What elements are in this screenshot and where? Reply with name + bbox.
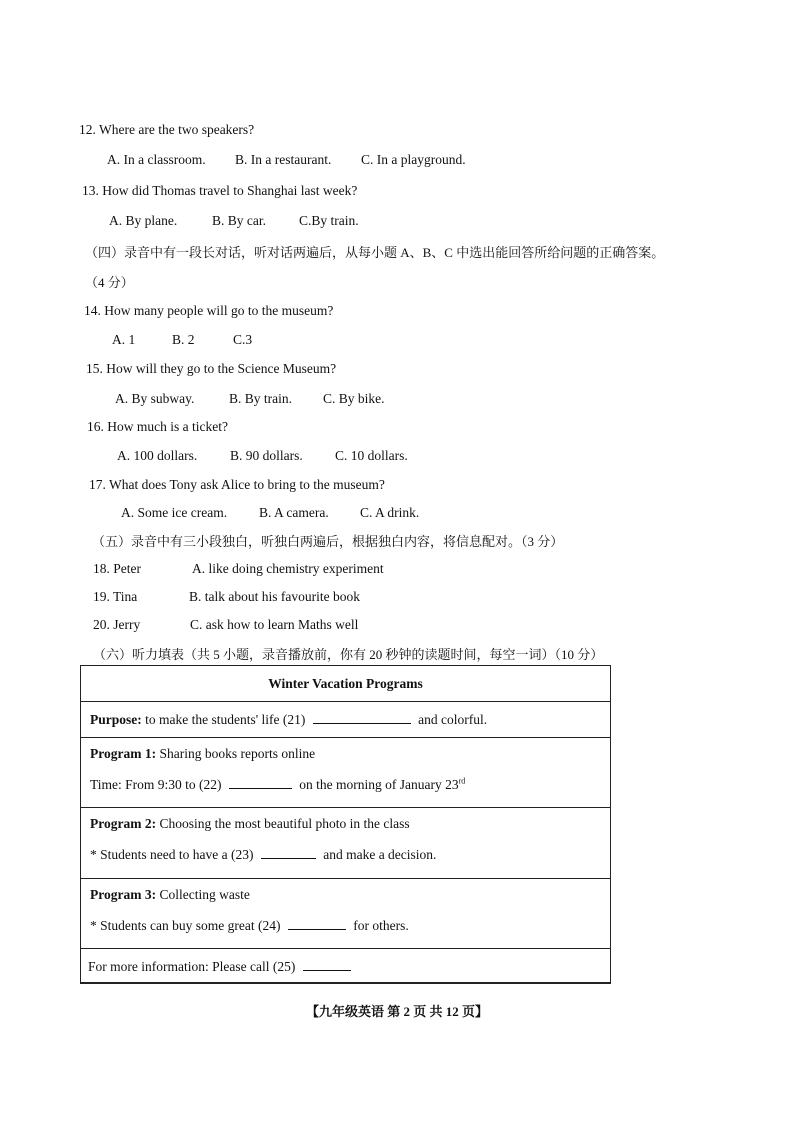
program-2-text: Choosing the most beautiful photo in the class [159, 816, 410, 831]
matching-name-19: 19. Tina [93, 589, 138, 604]
matching-option-a: A. like doing chemistry experiment [192, 561, 384, 576]
q15-option-a: A. By subway. [115, 391, 195, 406]
blank-24[interactable] [288, 917, 346, 930]
table-info-row [81, 949, 610, 983]
page-footer: 【九年级英语 第 2 页 共 12 页】 [305, 1004, 488, 1019]
section-4-points: （4 分） [85, 275, 134, 290]
section-6-instruction: （六）听力填表（共 5 小题，录音播放前，你有 20 秒钟的读题时间，每空一词）（10 分） [93, 647, 604, 662]
q16-option-a: A. 100 dollars. [117, 448, 198, 463]
table-title-row [81, 666, 610, 702]
purpose-label: Purpose: [90, 712, 142, 727]
section-5-instruction: （五）录音中有三小段独白，听独白两遍后，根据独白内容，将信息配对。（3 分） [92, 534, 564, 549]
winter-vacation-table [80, 665, 611, 984]
table-program-2-row [81, 808, 610, 879]
program-3-text: Collecting waste [159, 887, 250, 902]
q12-option-c: C. In a playground. [361, 152, 466, 167]
question-12: 12. Where are the two speakers? [79, 122, 255, 137]
info-text: For more information: Please call (25) [88, 959, 296, 974]
matching-name-18: 18. Peter [93, 561, 141, 576]
program-1-text: Sharing books reports online [159, 746, 316, 761]
q17-option-b: B. A camera. [259, 505, 329, 520]
question-15: 15. How will they go to the Science Museum? [86, 361, 337, 376]
q17-option-c: C. A drink. [360, 505, 420, 520]
section-4-instruction: （四）录音中有一段长对话，听对话两遍后，从每小题 A、B、C 中选出能回答所给问题的正确答案。 [85, 245, 665, 260]
program-2-line [90, 816, 410, 832]
purpose-line [90, 711, 487, 728]
q17-option-a: A. Some ice cream. [121, 505, 228, 520]
blank-21[interactable] [313, 711, 411, 724]
program-2-detail-line [90, 846, 436, 863]
table-program-3-row [81, 879, 610, 949]
blank-23[interactable] [261, 846, 316, 859]
question-13: 13. How did Thomas travel to Shanghai last week? [82, 183, 358, 198]
q14-option-a: A. 1 [112, 332, 136, 347]
program-3-detail: * Students can buy some great (24) [90, 918, 281, 933]
blank-25[interactable] [303, 958, 351, 971]
program-1-time-end: on the morning of January 23 [299, 777, 459, 792]
program-1-sup: rd [458, 776, 466, 786]
matching-name-20: 20. Jerry [93, 617, 141, 632]
program-2-label: Program 2: [90, 816, 157, 831]
q16-option-b: B. 90 dollars. [230, 448, 303, 463]
purpose-text: to make the students' life (21) [145, 712, 306, 727]
q13-option-a: A. By plane. [109, 213, 178, 228]
table-title: Winter Vacation Programs [268, 676, 423, 691]
program-3-detail-line [90, 917, 409, 934]
matching-option-c: C. ask how to learn Maths well [190, 617, 359, 632]
purpose-end: and colorful. [418, 712, 488, 727]
program-3-label: Program 3: [90, 887, 157, 902]
program-3-detail-end: for others. [353, 918, 409, 933]
q13-option-b: B. By car. [212, 213, 266, 228]
q15-option-c: C. By bike. [323, 391, 385, 406]
q14-option-b: B. 2 [172, 332, 195, 347]
matching-option-b: B. talk about his favourite book [189, 589, 360, 604]
blank-22[interactable] [229, 776, 292, 789]
q16-option-c: C. 10 dollars. [335, 448, 408, 463]
q12-option-a: A. In a classroom. [107, 152, 206, 167]
program-3-line [90, 887, 250, 903]
program-2-detail: * Students need to have a (23) [90, 847, 254, 862]
program-1-time: Time: From 9:30 to (22) [90, 777, 222, 792]
program-1-line [90, 746, 315, 762]
q15-option-b: B. By train. [229, 391, 292, 406]
q12-option-b: B. In a restaurant. [235, 152, 332, 167]
question-14: 14. How many people will go to the museum? [84, 303, 334, 318]
q14-option-c: C.3 [233, 332, 253, 347]
program-1-label: Program 1: [90, 746, 157, 761]
program-2-detail-end: and make a decision. [323, 847, 437, 862]
table-program-1-row [81, 738, 610, 808]
question-16: 16. How much is a ticket? [87, 419, 228, 434]
table-purpose-row [81, 702, 610, 738]
question-17: 17. What does Tony ask Alice to bring to the museum? [89, 477, 385, 492]
info-line [88, 958, 355, 975]
q13-option-c: C.By train. [299, 213, 359, 228]
program-1-time-line [90, 776, 465, 793]
